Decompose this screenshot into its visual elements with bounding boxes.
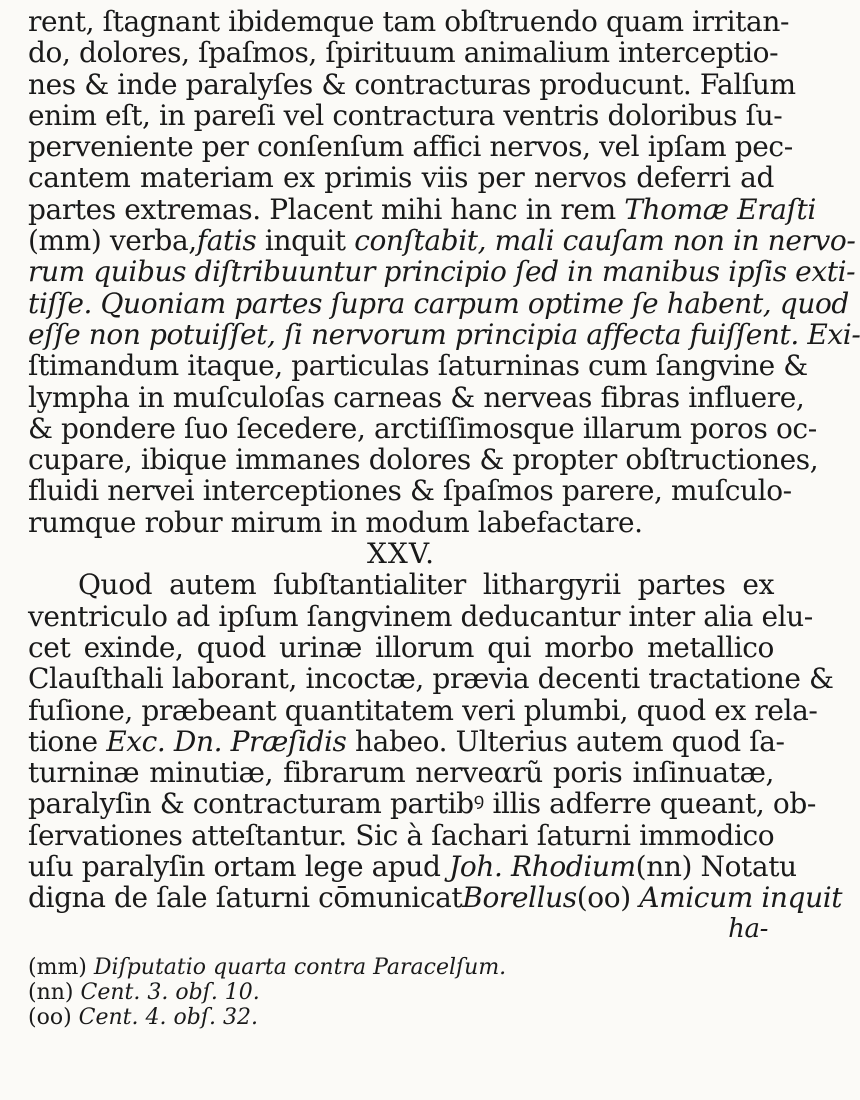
- footnote-item: [28, 955, 774, 980]
- section-line-8: paralyſin & contracturam partibꝰ illis adferre queant, ob-: [28, 787, 816, 821]
- author-reference: Thomæ Eraſti: [624, 192, 816, 226]
- section-line-9: ſervationes atteſtantur. Sic à ſachari ſaturni immodico: [28, 818, 775, 852]
- section-line-3: cet exinde, quod urinæ illorum qui morbo metallico: [28, 630, 774, 664]
- text-line-17: rumque robur mirum in modum labefactare.: [28, 505, 643, 539]
- text-line-14: & pondere ſuo ſecedere, arctiſſimosque illarum poros oc-: [28, 411, 817, 445]
- footnote-mark: (mm): [28, 954, 87, 980]
- text-line-8-start: (mm) verba,: [28, 224, 197, 258]
- text-line-7: [28, 192, 816, 226]
- text-line-2: do, dolores, ſpaſmos, ſpirituum animalium interceptio-: [28, 36, 779, 70]
- text-line-13: lympha in muſculoſas carneas & nerveas fibras influere,: [28, 380, 805, 414]
- rhodium-reference: Joh. Rhodium: [449, 850, 636, 884]
- text-line-6: cantem materiam ex primis viis per nervos deferri ad: [28, 161, 774, 195]
- catchword: ha-: [728, 913, 768, 944]
- footnotes: [28, 955, 774, 1030]
- footnote-text: Diſputatio quarta contra Paracelſum.: [93, 954, 507, 980]
- text-line-3: nes & inde paralyſes & contracturas producunt. Falſum: [28, 67, 796, 101]
- text-line-1: rent, ſtagnant ibidemque tam obſtruendo quam irritan-: [28, 5, 790, 38]
- borellus-reference: Borellus: [462, 881, 577, 915]
- footnote-mark-oo: (oo): [576, 881, 631, 915]
- section-line-2: ventriculo ad ipſum ſangvinem deducantur inter alia elu-: [28, 599, 813, 633]
- section-line-5: fuſione, præbeant quantitatem veri plumbi, quod ex rela-: [28, 693, 818, 727]
- quote-start: conſtabit, mali cauſam non in nervo-: [354, 224, 856, 258]
- footnote-text: Cent. 3. obſ. 10.: [80, 979, 260, 1005]
- text-line-8: [28, 224, 856, 258]
- section-line-4: Clauſthali laborant, incoctæ, prævia decenti tractatione &: [28, 662, 834, 696]
- section-line-10-end: (nn) Notatu: [635, 850, 797, 884]
- text-line-16: fluidi nervei interceptiones & ſpaſmos parere, muſculo-: [28, 474, 792, 508]
- text-line-12: ſtimandum itaque, particulas ſaturninas cum ſangvine &: [28, 349, 808, 383]
- section-line-11-start: digna de ſale ſaturni cōmunicat: [28, 881, 463, 915]
- amicum-inquit: Amicum inquit: [639, 881, 843, 915]
- text-line-5: perveniente per conſenſum affici nervos, vel ipſam pec-: [28, 130, 793, 164]
- exc-reference: Exc. Dn. Præſidis: [106, 724, 347, 758]
- section-line-10-start: uſu paralyſin ortam lege apud: [28, 850, 441, 884]
- text-line-4: enim eſt, in pareſi vel contractura ventris doloribus ſu-: [28, 98, 783, 132]
- inquit-word: inquit: [264, 224, 346, 258]
- footnote-mark: (nn): [28, 979, 74, 1005]
- footnote-item: [28, 980, 774, 1005]
- section-line-6: [28, 724, 785, 758]
- section-line-11: [28, 881, 843, 915]
- section-line-10: [28, 850, 797, 884]
- section-line-7: turninæ minutiæ, fibrarum nerveαrũ poris inſinuatæ,: [28, 756, 774, 790]
- section-line-6-start: tione: [28, 724, 98, 758]
- text-line-7-start: partes extremas. Placent mihi hanc in rem: [28, 192, 616, 226]
- section-line-1: Quod autem ſubſtantialiter lithargyrii partes ex: [78, 568, 774, 602]
- section-number: XXV.: [366, 537, 436, 571]
- fatis-word: fatis: [196, 224, 257, 258]
- footnote-mark: (oo): [28, 1004, 72, 1030]
- footnote-item: [28, 1005, 774, 1030]
- text-line-15: cupare, ibique immanes dolores & propter obſtructiones,: [28, 443, 819, 477]
- text-line-11: eſſe non potuiſſet, ſi nervorum principia affecta fuiſſent. Exi-: [28, 317, 860, 351]
- section-line-6-end: habeo. Ulterius autem quod ſa-: [355, 724, 785, 758]
- text-line-10: tiſſe. Quoniam partes ſupra carpum optime ſe habent, quod: [28, 286, 849, 320]
- text-line-9: rum quibus diſtribuuntur principio ſed in manibus ipſis exti-: [28, 255, 856, 289]
- footnote-text: Cent. 4. obſ. 32.: [78, 1004, 258, 1030]
